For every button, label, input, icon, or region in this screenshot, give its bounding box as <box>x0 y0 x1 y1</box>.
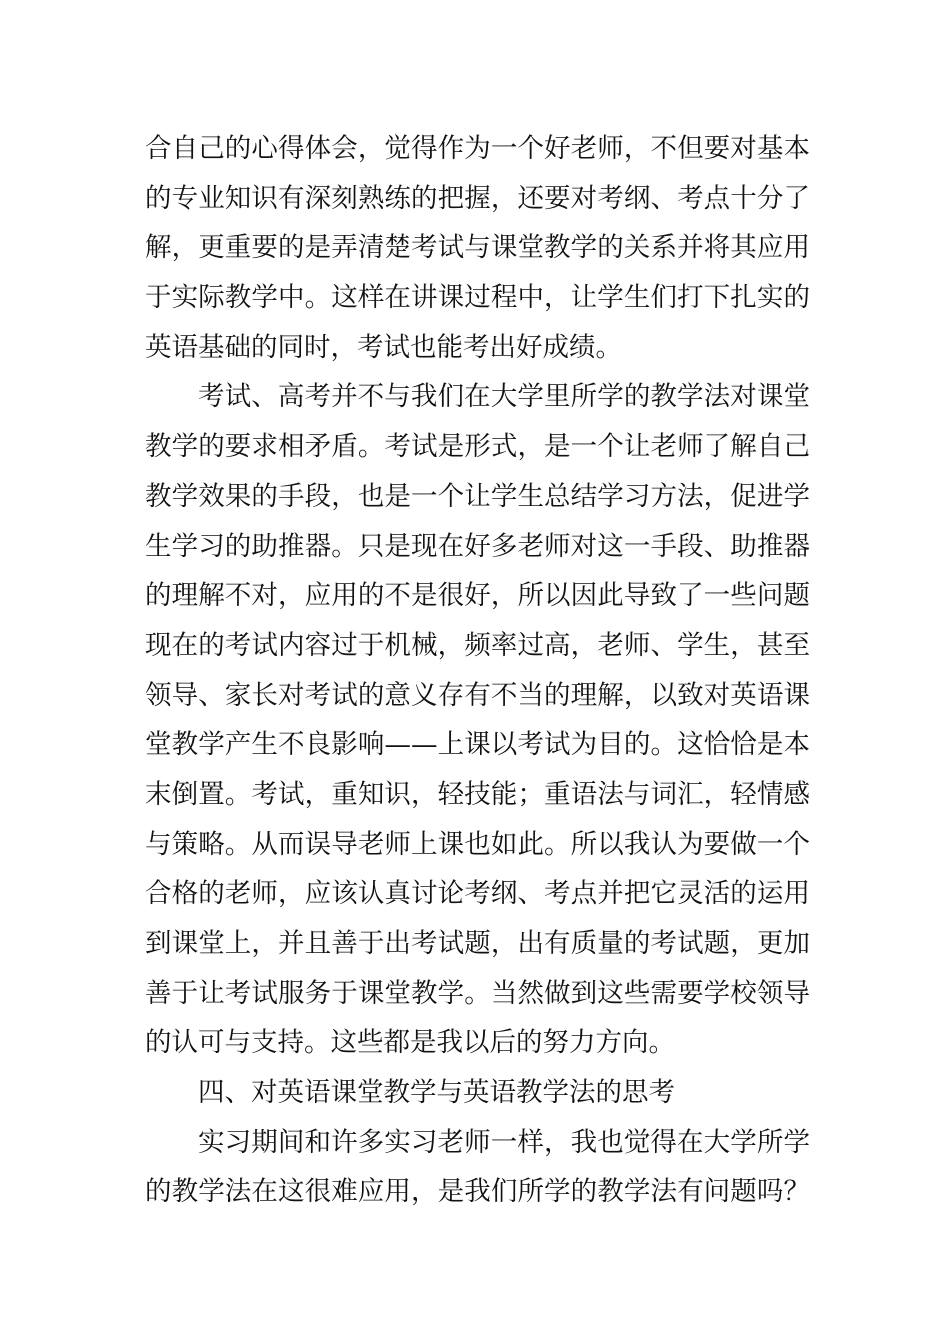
document-body <box>145 124 810 1217</box>
text-line: 考试、高考并不与我们在大学里所学的教学法对课堂 <box>198 381 810 413</box>
text-line: 到课堂上，并且善于出考试题，出有质量的考试题，更加 <box>145 928 810 959</box>
text-line: 于实际教学中。这样在讲课过程中，让学生们打下扎实的 <box>145 282 810 314</box>
text-line: 的理解不对，应用的不是很好，所以因此导致了一些问题 <box>145 580 810 612</box>
text-line: 的教学法在这很难应用，是我们所学的教学法有问题吗？ <box>145 1176 810 1208</box>
text-line: 善于让考试服务于课堂教学。当然做到这些需要学校领导 <box>145 977 810 1009</box>
text-line: 教学的要求相矛盾。考试是形式，是一个让老师了解自己 <box>145 431 810 463</box>
text-line: 教学效果的手段，也是一个让学生总结学习方法，促进学 <box>145 480 810 512</box>
text-line: 末倒置。考试，重知识，轻技能；重语法与词汇，轻情感 <box>145 778 810 810</box>
text-line: 解，更重要的是弄清楚考试与课堂教学的关系并将其应用 <box>145 232 810 264</box>
text-line: 合格的老师，应该认真讨论考纲、考点并把它灵活的运用 <box>145 878 810 910</box>
text-line: 生学习的助推器。只是现在好多老师对这一手段、助推器 <box>145 530 810 562</box>
section-heading: 四、对英语课堂教学与英语教学法的思考 <box>198 1077 675 1109</box>
text-line: 堂教学产生不良影响——上课以考试为目的。这恰恰是本 <box>145 729 810 761</box>
text-line: 的专业知识有深刻熟练的把握，还要对考纲、考点十分了 <box>145 182 810 214</box>
text-line: 的认可与支持。这些都是我以后的努力方向。 <box>145 1027 675 1059</box>
text-line: 英语基础的同时，考试也能考出好成绩。 <box>145 331 622 363</box>
text-line: 实习期间和许多实习老师一样，我也觉得在大学所学 <box>198 1126 810 1158</box>
text-line: 现在的考试内容过于机械，频率过高，老师、学生，甚至 <box>145 629 810 661</box>
text-line: 合自己的心得体会，觉得作为一个好老师，不但要对基本 <box>145 133 810 164</box>
text-line: 与策略。从而误导老师上课也如此。所以我认为要做一个 <box>145 828 810 860</box>
text-line: 领导、家长对考试的意义存有不当的理解，以致对英语课 <box>145 679 810 711</box>
